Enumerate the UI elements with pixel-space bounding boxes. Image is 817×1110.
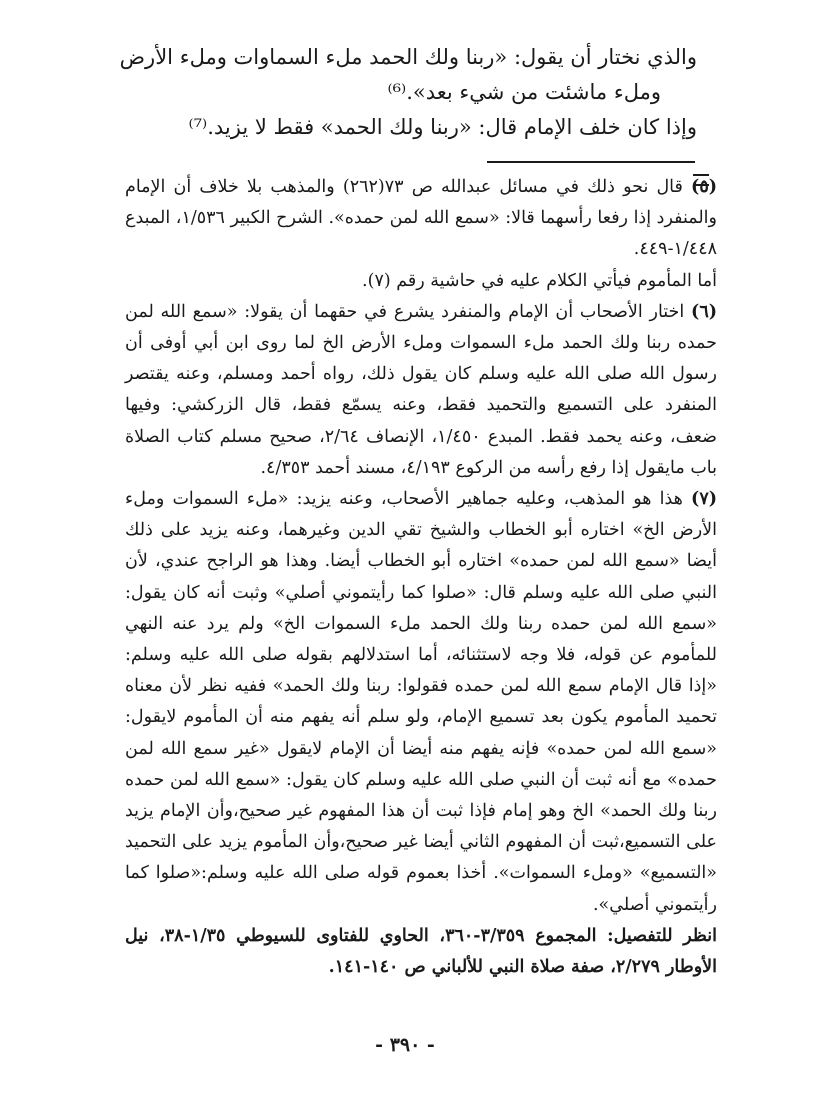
further-reading: انظر للتفصيل: المجموع ٣/٣٥٩-٣٦٠، الحاوي للفتاوى للسيوطي ١/٣٥-٣٨، نيل الأوطار ٢/٢٧٩، صفة صلاة النبي للألباني ص ١٤٠-١٤١. [125,925,717,978]
footnote-5-text: قال نحو ذلك في مسائل عبدالله ص ٧٣(٢٦٢) والمذهب بلا خلاف أن الإمام والمنفرد إذا رفعا رأسهما قالا: «سمع الله لمن حمده». الشرح الكبير ١/٥٣٦، المبدع ١/٤٤٨-٤٤٩. [125,177,717,260]
footnote-7-number: (٧) [691,489,717,510]
footnote-divider [487,161,695,163]
page-number: - ٣٩٠ - [375,1034,435,1056]
footnote-5-number: (٥) [691,177,718,197]
main-text [97,40,697,145]
footnote-6-text: اختار الأصحاب أن الإمام والمنفرد يشرع في حقهما أن يقولا: «سمع الله لمن حمده ربنا ولك الحمد ملء السموات وملء الأرض الخ لما روى ابن أبي أوفى أن رسول الله صلى الله عليه وسلم كان يقول ذلك، رواه أحمد ومسلم، وعنه يقتصر المنفرد على التسميع والتحميد فقط، وعنه يسمّع فقط، قال الزركشي: وفيها ضعف، وعنه يحمد فقط. المبدع ١/٤٥٠، الإنصاف ٢/٦٤، صحيح مسلم كتاب الصلاة باب مايقول إذا رفع رأسه من الركوع ٤/١٩٣، مسند أحمد ٤/٣٥٣. [125,301,717,478]
footnote-6-number: (٦) [691,301,717,322]
footnote-7-text: هذا هو المذهب، وعليه جماهير الأصحاب، وعنه يزيد: «ملء السموات وملء الأرض الخ» اختاره أبو الخطاب والشيخ تقي الدين وغيرهما، وعنه يزيد على ذلك أيضا «سمع الله لمن حمده» اختاره أبو الخطاب أيضا. وهذا هو الراجح عندي، لأن النبي صلى الله عليه وسلم قال: «صلوا كما رأيتموني أصلي» وثبت أنه كان يقول: «سمع الله لمن حمده ربنا ولك الحمد ملء السموات الخ» ولم يرد عنه النهي للمأموم عن قوله، فلا وجه لاستثنائه، أما استدلالهم بقوله صلى الله عليه وسلم: «إذا قال الإمام سمع الله لمن حمده فقولوا: ربنا ولك الحمد» ففيه نظر لأن معناه تحميد المأموم يكون بعد تسميع الإمام، ولو سلم أنه يفهم منه أن المأموم لايقول: «سمع الله لمن حمده» فإنه يفهم منه أيضا أن الإمام لايقول «غير سمع الله لمن حمده» مع أنه ثبت أن النبي صلى الله عليه وسلم كان يقول: «سمع الله لمن حمده ربنا ولك الحمد» الخ وهو إمام فإذا ثبت أن هذا المفهوم غير صحيح،وأن الإمام يزيد على التسميع،ثبت أن المفهوم الثاني أيضا غير صحيح،وأن المأموم يزيد على التحميد «التسميع» «وملء السموات». أخذا بعموم قوله صلى الله عليه وسلم:«صلوا كما رأيتموني أصلي». [125,489,717,915]
main-text-line-3: وإذا كان خلف الإمام قال: «ربنا ولك الحمد» فقط لا يزيد.⁽⁷⁾ [188,115,697,139]
footnote-5 [125,172,717,266]
footnote-5-extra: أما المأموم فيأتي الكلام عليه في حاشية رقم (٧). [362,270,717,291]
main-text-line-2: وملء ماشئت من شيء بعد».⁽⁶⁾ [387,80,661,104]
main-text-line-1: والذي نختار أن يقول: «ربنا ولك الحمد ملء السماوات وملء الأرض [119,45,697,69]
footnotes [125,172,717,983]
footnote-7 [125,484,717,921]
footnote-6 [125,297,717,484]
